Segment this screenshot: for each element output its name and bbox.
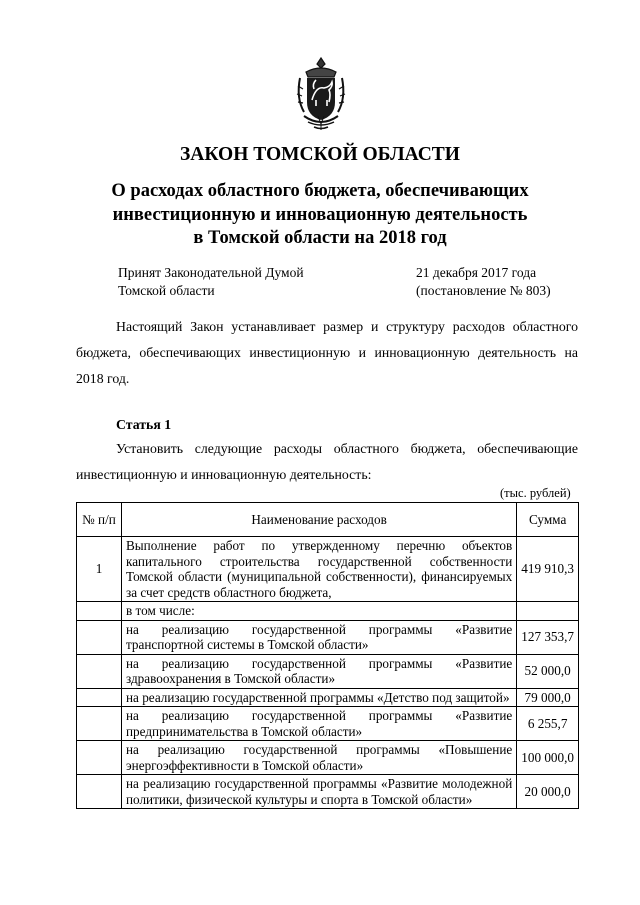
adoption-date-block	[416, 264, 551, 300]
row-number	[77, 688, 122, 707]
header-number: № п/п	[77, 503, 122, 537]
law-title: ЗАКОН ТОМСКОЙ ОБЛАСТИ	[180, 144, 460, 165]
adoption-date: 21 декабря 2017 года	[416, 265, 537, 280]
units-label: (тыс. рублей)	[500, 486, 571, 500]
row-sum: 20 000,0	[517, 775, 579, 809]
row-sum: 419 910,3	[517, 537, 579, 602]
subtitle-line: инвестиционную и инновационную деятельность	[112, 204, 528, 225]
row-name: на реализацию государственной программы «Развитие транспортной системы в Томской области»	[122, 620, 517, 654]
row-number	[77, 741, 122, 775]
row-number	[77, 775, 122, 809]
row-number	[77, 707, 122, 741]
row-name: на реализацию государственной программы «Развитие здравоохранения в Томской области»	[122, 654, 517, 688]
table-header-row	[77, 503, 579, 537]
row-sum: 127 353,7	[517, 620, 579, 654]
subtitle-line: в Томской области на 2018 год	[193, 228, 447, 248]
intro-paragraph	[76, 314, 578, 392]
table-row	[77, 537, 579, 602]
header-name: Наименование расходов	[122, 503, 517, 537]
resolution-number: (постановление № 803)	[416, 283, 551, 298]
row-name: на реализацию государственной программы «Повышение энергоэффективности в Томской области»	[122, 741, 517, 775]
row-sum: 100 000,0	[517, 741, 579, 775]
adopted-by-block	[118, 264, 304, 300]
table-row	[77, 654, 579, 688]
coat-of-arms-emblem	[294, 56, 348, 132]
row-name: на реализацию государственной программы «Детство под защитой»	[122, 688, 517, 707]
row-name: на реализацию государственной программы «Развитие молодежной политики, физической культуры и спорта в Томской области»	[122, 775, 517, 809]
adopted-by-line: Томской области	[118, 283, 215, 298]
table-row	[77, 741, 579, 775]
table-row	[77, 688, 579, 707]
subtitle-line: О расходах областного бюджета, обеспечивающих	[111, 181, 529, 201]
article-heading: Статья 1	[116, 417, 172, 432]
row-number: 1	[77, 537, 122, 602]
row-name: на реализацию государственной программы «Развитие предпринимательства в Томской области»	[122, 707, 517, 741]
article-paragraph	[76, 436, 578, 488]
article-paragraph-text: Установить следующие расходы областного бюджета, обеспечивающие инвестиционную и инновационную деятельность:	[76, 441, 578, 482]
row-number	[77, 602, 122, 621]
row-number	[77, 620, 122, 654]
row-name: Выполнение работ по утвержденному перечню объектов капитального строительства государственной собственности Томской области (муниципальной собственности), финансируемых за счет средств областного бюджета,	[122, 537, 517, 602]
row-name: в том числе:	[122, 602, 517, 621]
table-row	[77, 620, 579, 654]
table-row	[77, 602, 579, 621]
law-subtitle	[0, 180, 640, 251]
expenses-table	[76, 502, 579, 809]
table-row	[77, 775, 579, 809]
header-sum: Сумма	[517, 503, 579, 537]
row-number	[77, 654, 122, 688]
table-row	[77, 707, 579, 741]
row-sum	[517, 602, 579, 621]
row-sum: 6 255,7	[517, 707, 579, 741]
adopted-by-line: Принят Законодательной Думой	[118, 265, 304, 280]
intro-paragraph-text: Настоящий Закон устанавливает размер и структуру расходов областного бюджета, обеспечивающих инвестиционную и инновационную деятельность на 2018 год.	[76, 319, 578, 386]
row-sum: 52 000,0	[517, 654, 579, 688]
row-sum: 79 000,0	[517, 688, 579, 707]
